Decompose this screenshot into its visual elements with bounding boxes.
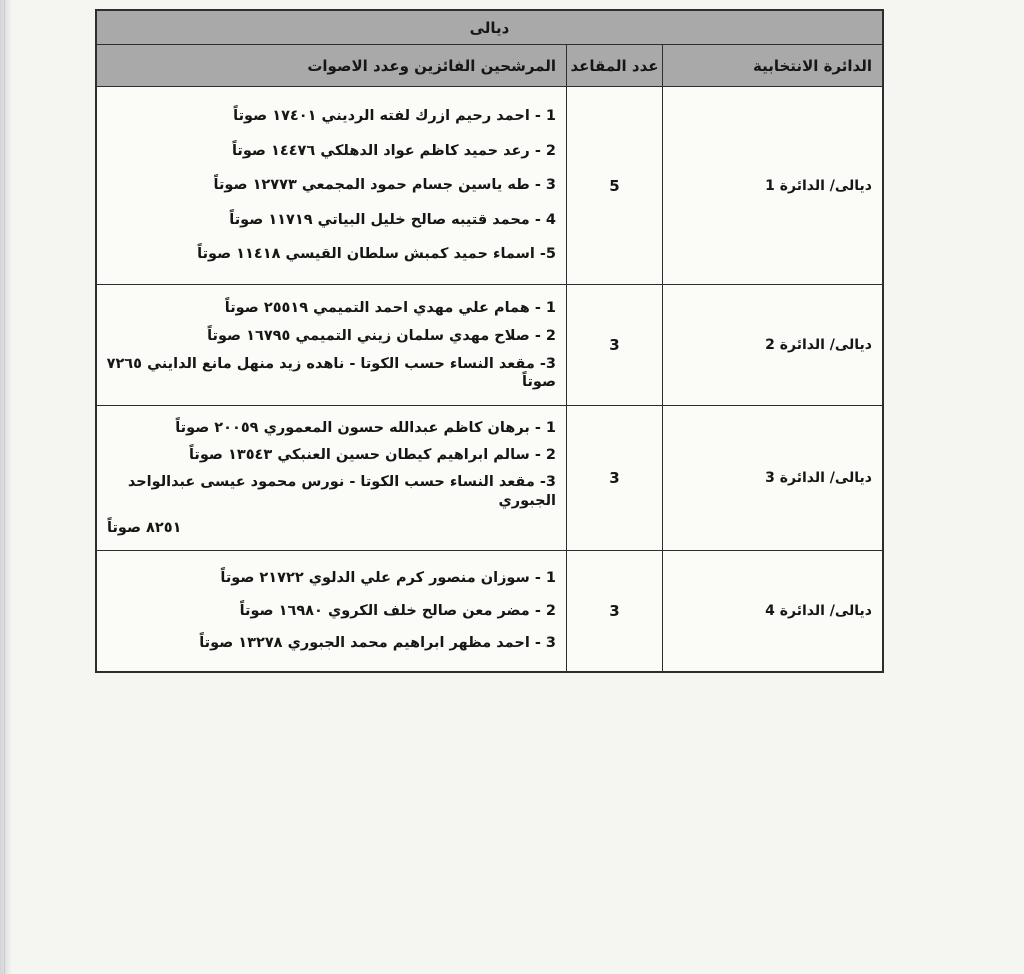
seats-cell: 5 bbox=[566, 87, 662, 284]
header-district-label: الدائرة الانتخابية bbox=[662, 45, 882, 86]
district-cell: ديالى/ الدائرة 1 bbox=[662, 87, 882, 284]
header-candidates-label: المرشحين الفائزين وعدد الاصوات bbox=[307, 56, 556, 75]
province-title: ديالى bbox=[469, 18, 510, 37]
table-row-district-1 bbox=[97, 87, 882, 285]
candidate-line: 1 - سوزان منصور كرم علي الدلوي ٢١٧٢٢ صوتاً bbox=[220, 570, 556, 587]
candidate-line: 2 - رعد حميد كاظم عواد الدهلكي ١٤٤٧٦ صوتاً bbox=[231, 142, 556, 159]
seats-cell: 3 bbox=[566, 551, 662, 671]
table-title-row bbox=[97, 11, 882, 45]
candidate-line: 2 - صلاح مهدي سلمان زيني التميمي ١٦٧٩٥ صوتاً bbox=[207, 327, 556, 344]
candidate-line: 2 - سالم ابراهيم كيطان حسين العنبكي ١٣٥٤٣ صوتاً bbox=[188, 447, 556, 464]
table-row-district-2 bbox=[97, 285, 882, 406]
district-cell: ديالى/ الدائرة 2 bbox=[662, 285, 882, 405]
candidate-line: 3 - طه ياسين جسام حمود المجمعي ١٢٧٧٣ صوتاً bbox=[213, 177, 556, 194]
seats-cell: 3 bbox=[566, 285, 662, 405]
candidates-cell bbox=[97, 551, 566, 671]
seats-cell: 3 bbox=[566, 406, 662, 550]
candidate-line: 3 - احمد مظهر ابراهيم محمد الجبوري ١٣٢٧٨ صوتاً bbox=[199, 635, 556, 652]
district-cell: ديالى/ الدائرة 3 bbox=[662, 406, 882, 550]
table-row-district-4 bbox=[97, 551, 882, 671]
candidate-line: 5- اسماء حميد كمبش سلطان القيسي ١١٤١٨ صوتاً bbox=[197, 246, 556, 263]
page-left-edge-shadow bbox=[0, 0, 12, 974]
candidate-line: 2 - مضر معن صالح خلف الكروي ١٦٩٨٠ صوتاً bbox=[239, 602, 556, 619]
district-cell: ديالى/ الدائرة 4 bbox=[662, 551, 882, 671]
candidates-cell bbox=[97, 87, 566, 284]
candidate-line: 3- مقعد النساء حسب الكوتا - ناهده زيد منهل مانع الدايني ٧٢٦٥ صوتاً bbox=[106, 355, 556, 390]
table-header-row bbox=[97, 45, 882, 87]
candidate-line-continuation: ٨٢٥١ صوتاً bbox=[107, 519, 182, 536]
candidate-line: 1 - برهان كاظم عبدالله حسون المعموري ٢٠٠٥٩ صوتاً bbox=[175, 420, 556, 437]
candidate-line: 1 - احمد رحيم ازرك لفته الرديني ١٧٤٠١ صوتاً bbox=[233, 108, 556, 125]
candidates-cell bbox=[97, 406, 566, 550]
header-seats-label: عدد المقاعد bbox=[566, 45, 662, 86]
candidate-line: 3- مقعد النساء حسب الكوتا - نورس محمود عيسى عبدالواحد الجبوري bbox=[127, 474, 556, 509]
candidate-line: 4 - محمد قتيبه صالح خليل البياتي ١١٧١٩ صوتاً bbox=[229, 211, 556, 228]
candidates-cell bbox=[97, 285, 566, 405]
election-results-table bbox=[95, 9, 884, 673]
candidate-line: 1 - همام علي مهدي احمد التميمي ٢٥٥١٩ صوتاً bbox=[224, 299, 556, 316]
page-left-edge-line bbox=[4, 0, 5, 974]
table-row-district-3 bbox=[97, 406, 882, 551]
